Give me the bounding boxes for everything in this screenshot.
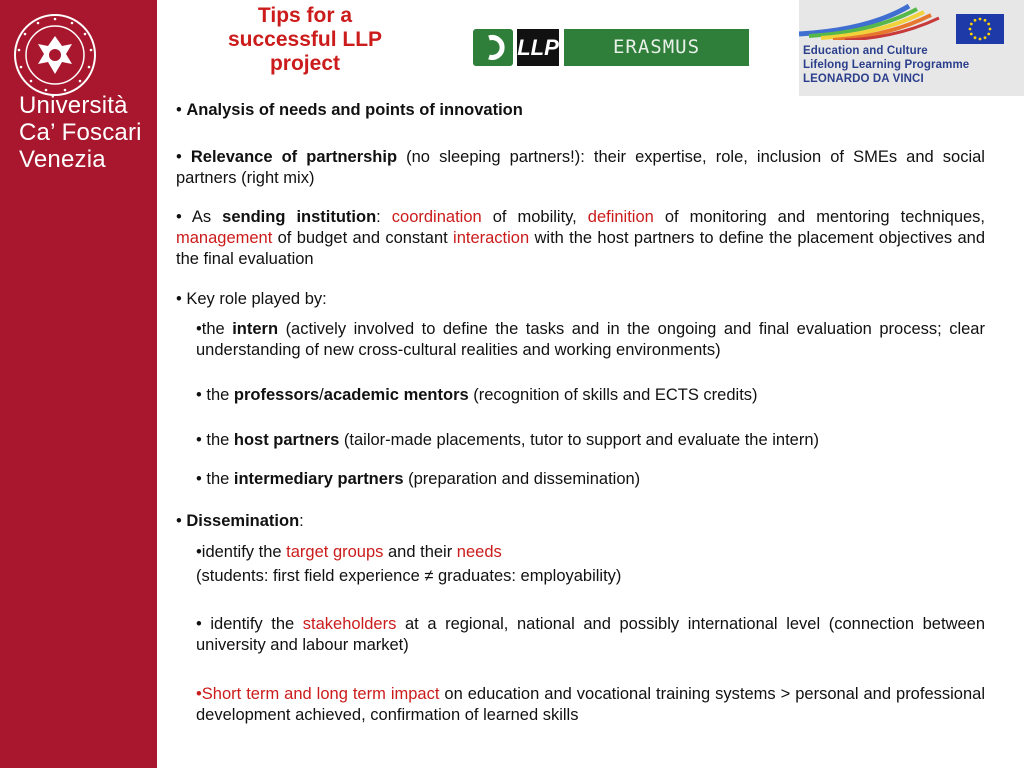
sending-colon: : [376,208,392,226]
sidebar [0,0,157,768]
sending-text-2: of monitoring and mentoring techniques, [653,208,986,226]
impact-text: on education and vocational training systems > personal and professional development achieved, confirmation of learned skills [196,685,985,724]
sub-bullet-host-partners [196,430,985,451]
prof-slash: / [319,386,324,404]
host-bold: host partners [233,431,340,449]
intern-text: (actively involved to define the tasks and in the ongoing and final evaluation process; clear understanding of new cross-cultural realities and working environments) [196,320,985,359]
sub-bullet-impact [196,684,985,726]
impact-red-text: •Short term and long term impact [196,685,440,703]
management-text: management [176,229,273,247]
university-line-3: Venezia [19,146,106,173]
rainbow-wave-icon [799,0,944,40]
sub-bullet-intern [196,319,985,361]
sending-text-3: of budget and constant [272,229,454,247]
sub-bullet-intermediary [196,469,985,490]
inter-bold: intermediary partners [233,470,404,488]
university-name [19,92,142,173]
sending-bold: sending institution [222,208,377,226]
eu-line-3: LEONARDO DA VINCI [803,73,924,85]
bullet-icon: • [176,512,187,530]
title-line-2: successful LLP [227,28,383,51]
target-mid: and their [383,543,457,561]
sub-bullet-professors [196,385,985,406]
target-prefix: •identify the [196,543,287,561]
target-groups-text: target groups [286,543,384,561]
bullet-key-role [176,289,985,310]
erasmus-c-logo-icon [473,29,513,66]
inter-text: (preparation and dissemination) [403,470,641,488]
sending-text-4: with the host partners to define the placement objectives and the final evaluation [176,229,985,268]
relevance-text: (no sleeping partners!): their expertise, role, inclusion of SMEs and social partners (right mix) [176,148,985,187]
eu-flag-icon [956,14,1004,44]
prof-prefix: • the [196,386,234,404]
eu-programme-text [803,44,969,86]
dissemination-colon: : [299,512,304,530]
eu-line-1: Education and Culture [803,45,928,57]
bullet-icon: • [176,208,192,226]
sub-bullet-stakeholders [196,614,985,656]
sub-bullet-target-groups [196,542,985,587]
bullet-analysis [176,100,985,121]
definition-text: definition [587,208,654,226]
interaction-text: interaction [453,229,530,247]
stake-text: at a regional, national and possibly international level (connection between university and labour market) [196,615,986,654]
inter-prefix: • the [196,470,234,488]
erasmus-logo: ERASMUS [564,29,749,66]
host-prefix: • the [196,431,234,449]
bullet-icon: • [176,290,187,308]
page-title [200,4,410,76]
bullet-icon: • [176,148,191,166]
title-line-3: project [269,52,340,75]
prof-bold-2: academic mentors [323,386,469,404]
title-line-1: Tips for a [257,4,353,27]
eu-line-2: Lifelong Learning Programme [803,59,970,71]
prof-text: (recognition of skills and ECTS credits) [468,386,758,404]
host-text: (tailor-made placements, tutor to support and evaluate the intern) [339,431,820,449]
university-seal-icon [12,12,98,98]
university-line-2: Ca’ Foscari [19,119,142,146]
bullet-dissemination [176,511,985,532]
bullet-sending-institution [176,207,985,270]
relevance-bold: Relevance of partnership [190,148,398,166]
coordination-text: coordination [391,208,482,226]
llp-logo: LLP [517,29,559,66]
intern-prefix: •the [196,320,233,338]
sending-text-1: of mobility, [481,208,588,226]
university-line-1: Università [19,92,128,119]
analysis-text: Analysis of needs and points of innovation [186,101,523,119]
needs-text: needs [456,543,502,561]
eu-programme-banner [799,0,1024,96]
key-role-text: Key role played by: [186,290,327,308]
prof-bold: professors [233,386,320,404]
bullet-relevance [176,147,985,189]
bullet-icon: • [176,101,187,119]
intern-bold: intern [232,320,279,338]
stakeholders-text: stakeholders [302,615,397,633]
target-line-2: (students: first field experience ≠ graduates: employability) [196,567,622,585]
stake-prefix: • identify the [196,615,303,633]
dissemination-bold: Dissemination [186,512,300,530]
sending-as: As [191,208,223,226]
